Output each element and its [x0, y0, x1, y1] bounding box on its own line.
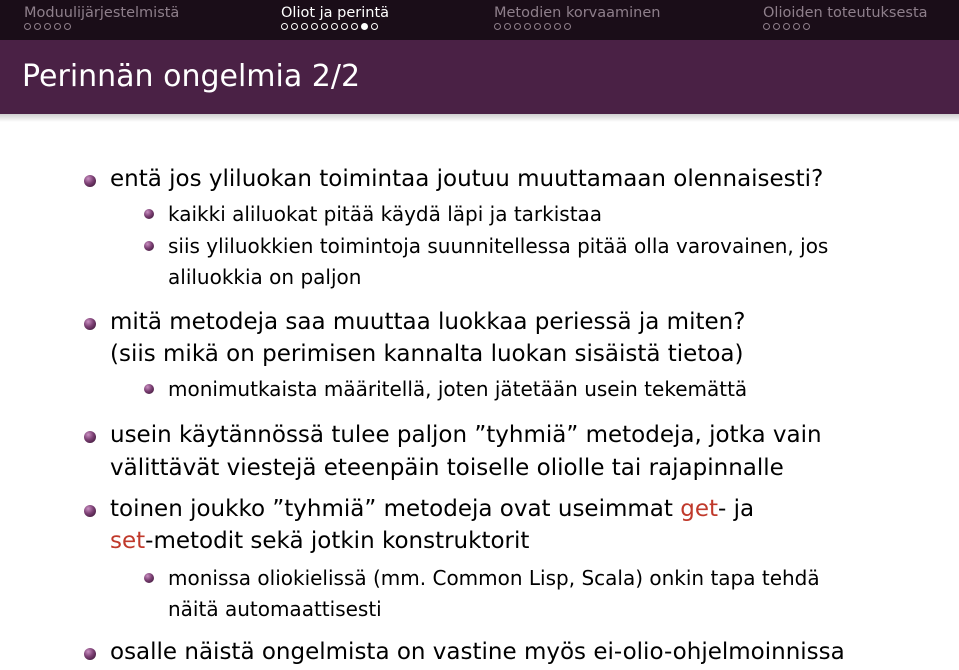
nav-dot[interactable]	[554, 23, 561, 30]
nav-dot[interactable]	[524, 23, 531, 30]
bullet-item-continuation: välittävät viestejä eteenpäin toiselle oliolle tai rajapinnalle	[110, 455, 784, 481]
sub-bullet-item: monimutkaista määritellä, joten jätetään usein tekemättä	[168, 377, 748, 401]
nav-dot[interactable]	[44, 23, 51, 30]
nav-dot[interactable]	[291, 23, 298, 30]
sub-bullet-icon	[144, 573, 154, 583]
nav-section-oliot-ja-perinta[interactable]: Oliot ja perintä	[281, 5, 390, 21]
nav-dot[interactable]	[311, 23, 318, 30]
frame-title: Perinnän ongelmia 2/2	[22, 59, 361, 94]
bullet-item: entä jos yliluokan toimintaa joutuu muuttamaan olennaisesti?	[110, 166, 824, 192]
title-shadow	[0, 114, 959, 122]
nav-dot[interactable]	[24, 23, 31, 30]
nav-dot[interactable]	[34, 23, 41, 30]
bullet-text: toinen joukko ”tyhmiä” metodeja ovat useimmat	[110, 496, 681, 522]
nav-section-metodien-korvaaminen[interactable]: Metodien korvaaminen	[494, 5, 661, 21]
bullet-icon	[84, 318, 96, 330]
sub-bullet-icon	[144, 241, 154, 251]
sub-bullet-item-continuation: aliluokkia on paljon	[168, 265, 362, 289]
nav-dot[interactable]	[341, 23, 348, 30]
nav-dot[interactable]	[773, 23, 780, 30]
bullet-text: -metodit sekä jotkin konstruktorit	[145, 528, 530, 554]
bullet-icon	[84, 505, 96, 517]
nav-dot[interactable]	[331, 23, 338, 30]
sub-bullet-item: siis yliluokkien toimintoja suunnitellessa pitää olla varovainen, jos	[168, 234, 829, 258]
bullet-icon	[84, 431, 96, 443]
bullet-item: mitä metodeja saa muuttaa luokkaa periessä ja miten?	[110, 309, 746, 335]
highlight-get: get	[680, 496, 718, 522]
nav-dot[interactable]	[793, 23, 800, 30]
nav-dot[interactable]	[564, 23, 571, 30]
bullet-icon	[84, 648, 96, 660]
nav-dot[interactable]	[321, 23, 328, 30]
nav-dots-moduulijarjestelmista	[24, 23, 71, 30]
bullet-item: osalle näistä ongelmista on vastine myös ei-olio-ohjelmoinnissa	[110, 639, 845, 665]
bullet-item	[110, 493, 754, 526]
nav-section-moduulijarjestelmista[interactable]: Moduulijärjestelmistä	[24, 5, 180, 21]
nav-dot[interactable]	[54, 23, 61, 30]
bullet-text: - ja	[718, 496, 755, 522]
sub-bullet-item-continuation: näitä automaattisesti	[168, 597, 382, 621]
bullet-item: usein käytännössä tulee paljon ”tyhmiä” metodeja, jotka vain	[110, 422, 822, 448]
nav-dot[interactable]	[371, 23, 378, 30]
nav-dot[interactable]	[351, 23, 358, 30]
highlight-set: set	[110, 528, 146, 554]
nav-dot[interactable]	[544, 23, 551, 30]
nav-dot[interactable]	[514, 23, 521, 30]
nav-dots-metodien-korvaaminen	[494, 23, 571, 30]
nav-dot[interactable]	[534, 23, 541, 30]
bullet-icon	[84, 175, 96, 187]
nav-dot[interactable]	[783, 23, 790, 30]
nav-dot[interactable]	[64, 23, 71, 30]
bullet-note: (siis mikä on perimisen kannalta luokan sisäistä tietoa)	[110, 341, 744, 367]
nav-dot[interactable]	[504, 23, 511, 30]
sub-bullet-item: kaikki aliluokat pitää käydä läpi ja tarkistaa	[168, 202, 603, 226]
sub-bullet-icon	[144, 209, 154, 219]
bullet-item-continuation	[110, 525, 529, 558]
nav-dot[interactable]	[763, 23, 770, 30]
nav-dots-olioiden-toteutuksesta	[763, 23, 810, 30]
nav-dot[interactable]	[361, 23, 368, 30]
nav-dot[interactable]	[494, 23, 501, 30]
sub-bullet-item: monissa oliokielissä (mm. Common Lisp, Scala) onkin tapa tehdä	[168, 566, 820, 590]
nav-dot[interactable]	[301, 23, 308, 30]
nav-dot[interactable]	[803, 23, 810, 30]
sub-bullet-icon	[144, 384, 154, 394]
frame-title-bar	[0, 40, 959, 114]
nav-dots-oliot-ja-perinta	[281, 23, 378, 30]
navigation-bar	[0, 0, 959, 40]
nav-section-olioiden-toteutuksesta[interactable]: Olioiden toteutuksesta	[763, 5, 928, 21]
nav-dot[interactable]	[281, 23, 288, 30]
